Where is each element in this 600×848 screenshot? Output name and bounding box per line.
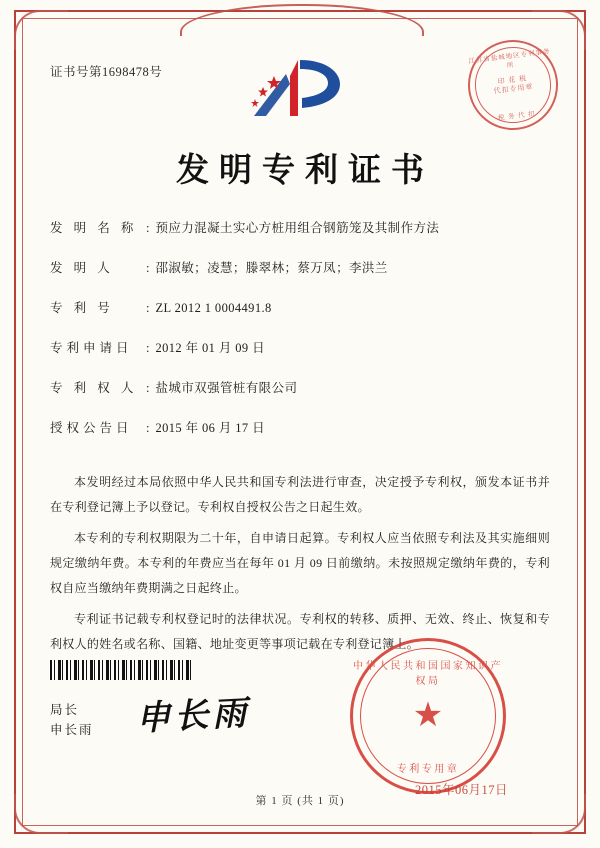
field-value: 邵淑敏；凌慧；滕翠林；蔡万凤；李洪兰 [155,261,388,275]
barcode [50,660,192,680]
signature-block [50,700,94,740]
official-seal-arc-bottom: 专利专用章 [396,764,460,775]
top-arc-ornament [180,4,424,36]
legal-paragraph-1: 本发明经过本局依照中华人民共和国专利法进行审查，决定授予专利权，颁发本证书并在专利登记簿上予以登记。专利权自授权公告之日起生效。 [50,475,550,514]
seal-date: 2015年06月17日 [414,783,508,797]
handwritten-signature: 申长雨 [135,693,252,739]
field-separator: : [146,221,150,235]
field-row-application-date [50,338,550,356]
field-label: 专 利 权 人 [50,381,138,395]
field-value: ZL 2012 1 0004491.8 [155,301,272,315]
tax-stamp-arc-bottom: 税 务 代 扣 [497,110,537,123]
field-separator: : [146,381,150,395]
field-label: 授权公告日 [50,421,133,435]
page-title: 发明专利证书 [176,150,434,189]
field-value: 2012 年 01 月 09 日 [155,341,266,355]
signature-role-label: 局长 [50,703,80,717]
sipo-logo-icon [240,54,360,122]
field-label: 发 明 人 [50,261,114,275]
field-label: 发 明 名 称 [50,221,138,235]
legal-paragraph-3: 专利证书记载专利权登记时的法律状况。专利权的转移、质押、无效、终止、恢复和专利权人的姓名或名称、国籍、地址变更等事项记载在专利登记簿上。 [50,612,550,651]
field-row-patentee [50,378,550,396]
legal-text-block [50,470,550,663]
tax-stamp-center-text: 印 花 税 代扣专用章 [493,74,534,96]
field-row-patent-number [50,298,550,316]
field-separator: : [146,341,150,355]
star-icon: ★ [412,697,444,734]
field-row-inventors [50,258,550,276]
field-separator: : [146,421,150,435]
page-number: 第 1 页 (共 1 页) [255,795,345,807]
signature-name: 申长雨 [50,723,94,737]
tax-stamp-seal [463,35,563,135]
field-label: 专利申请日 [50,341,133,355]
certificate-content [40,40,560,818]
field-value: 盐城市双强管桩有限公司 [155,381,298,395]
field-row-invention-name [50,218,550,236]
official-round-seal [350,638,506,794]
field-list [50,218,550,458]
legal-paragraph-2: 本专利的专利权期限为二十年，自申请日起算。专利权人应当依照专利法及其实施细则规定缴纳年费。本专利的年费应当在每年 01 月 09 日前缴纳。未按照规定缴纳年费的，专利权自应当缴纳年费期满之日起终止。 [50,531,550,595]
field-row-grant-date [50,418,550,436]
field-label: 专 利 号 [50,301,114,315]
field-separator: : [146,261,150,275]
field-value: 预应力混凝土实心方桩用组合钢筋笼及其制作方法 [155,221,440,235]
certificate-number: 证书号第1698478号 [50,65,163,79]
field-separator: : [146,301,150,315]
tax-stamp-arc-top: 江苏省盐城地区专利事务所 [468,48,551,70]
field-value: 2015 年 06 月 17 日 [155,421,266,435]
official-seal-arc-top: 中华人民共和国国家知识产权局 [353,661,503,687]
